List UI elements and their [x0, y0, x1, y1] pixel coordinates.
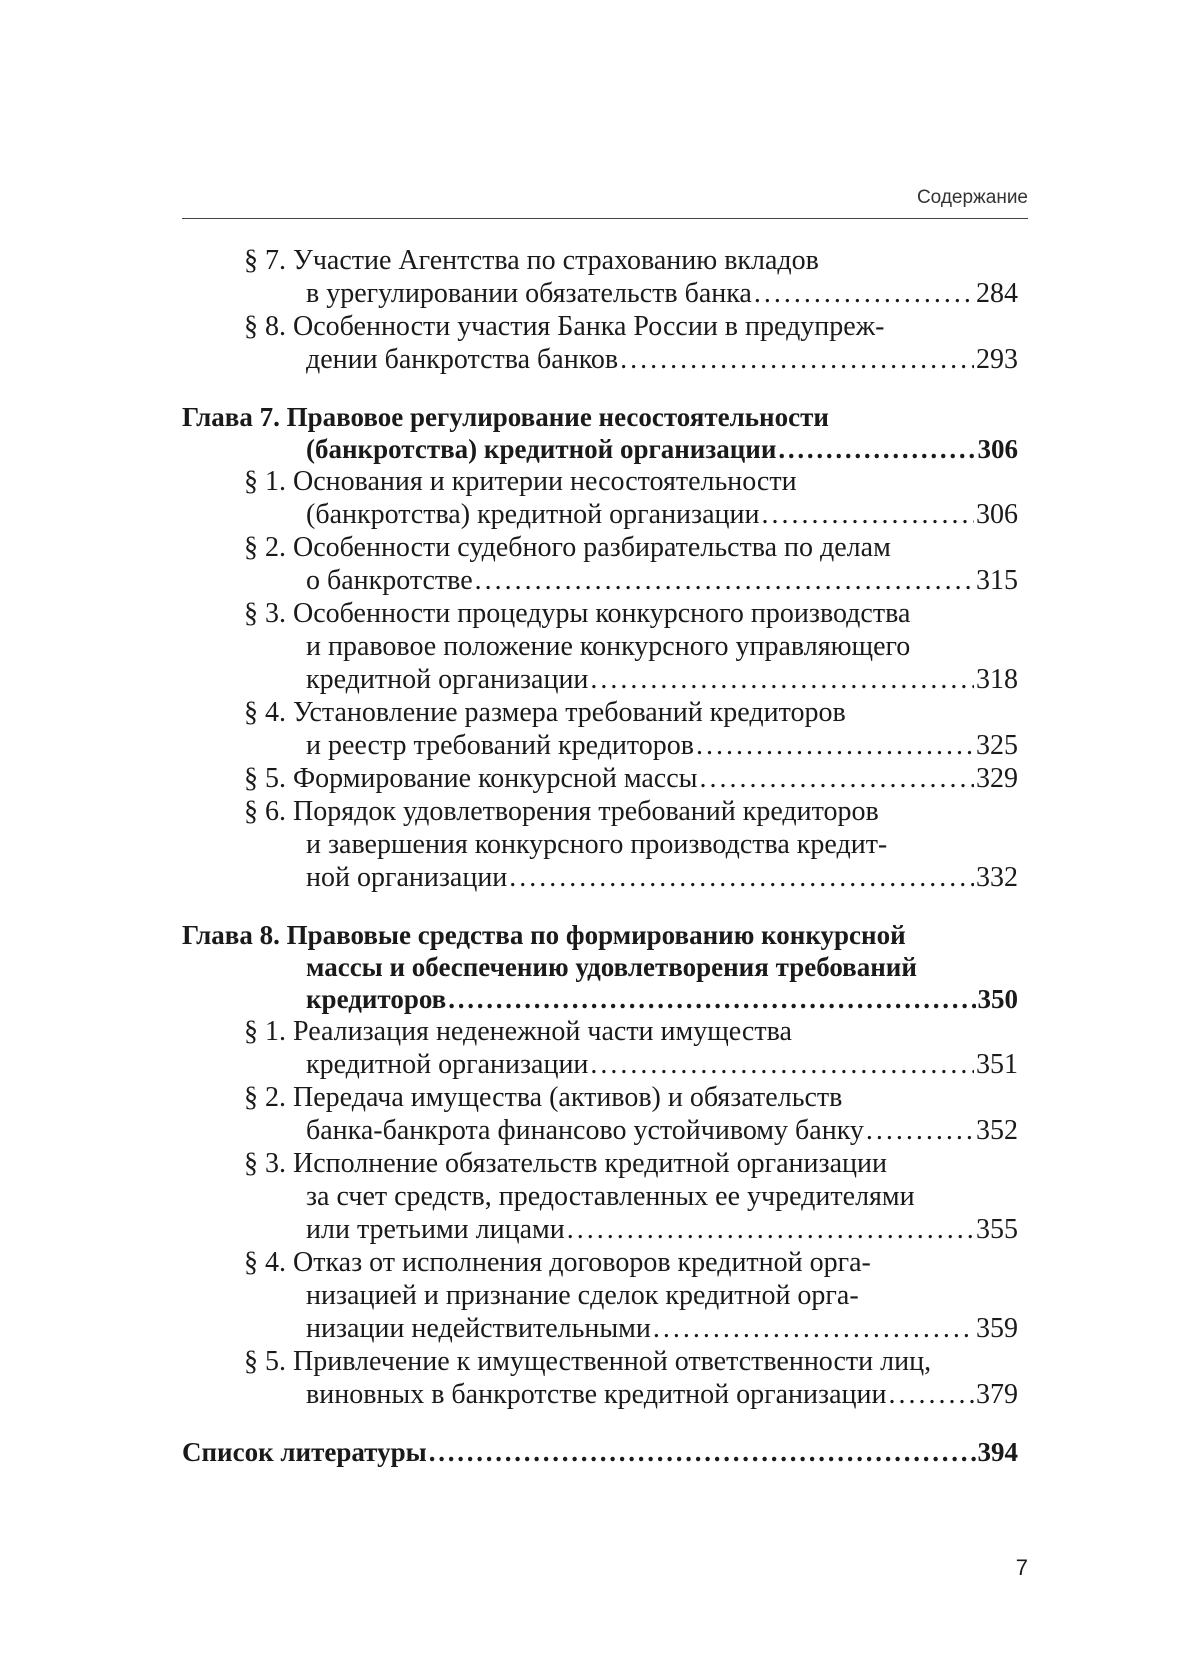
toc-entry-link[interactable]: низации недействительными . . . 359 [182, 1312, 1018, 1345]
toc-entry-link[interactable]: банка-банкрота финансово устойчивому банку . . . 352 [182, 1114, 1018, 1147]
dot-leader [448, 983, 975, 1015]
dot-leader [475, 564, 974, 597]
toc-line: § 2. Особенности судебного разбирательства по делам [244, 532, 891, 563]
page-ref: 359 [976, 1313, 1018, 1344]
page-ref: 394 [977, 1437, 1018, 1467]
toc-line: § 1. Реализация неденежной части имущества [244, 1016, 792, 1047]
toc-entry-link[interactable]: дении банкротства банков . . . 293 [182, 343, 1018, 376]
page-ref: 293 [976, 344, 1018, 375]
dot-leader [866, 1114, 974, 1147]
chapter-entry-link[interactable]: кредиторов . . . 350 [182, 983, 1018, 1015]
page-ref: 379 [976, 1379, 1018, 1410]
toc-line: § 7. Участие Агентства по страхованию вкладов [244, 245, 819, 276]
toc-line: низацией и признание сделок кредитной орга- [306, 1280, 859, 1311]
page-ref: 329 [976, 763, 1018, 794]
page-number: 7 [1015, 1555, 1028, 1580]
toc-line: § 4. Установление размера требований кредиторов [244, 697, 846, 728]
page-ref: 306 [976, 499, 1018, 530]
dot-leader [888, 1378, 974, 1411]
running-head: Содержание [916, 187, 1028, 208]
chapter-entry-link[interactable]: (банкротства) кредитной организации . . . 306 [182, 433, 1018, 465]
toc-entry-link[interactable]: ной организации . . . 332 [182, 861, 1018, 894]
dot-leader [778, 433, 975, 465]
toc-entry-link[interactable]: § 5. Формирование конкурсной массы . . . 329 [182, 762, 1018, 795]
header-rule [182, 218, 1028, 219]
toc-entry-link[interactable]: в урегулировании обязательств банка . . . 284 [182, 277, 1018, 310]
dot-leader [567, 1213, 974, 1246]
toc-line: § 2. Передача имущества (активов) и обязательств [244, 1082, 843, 1113]
table-of-contents [182, 244, 1018, 1468]
dot-leader [761, 498, 974, 531]
page-ref: 352 [976, 1115, 1018, 1146]
dot-leader [590, 1048, 974, 1081]
page-ref: 332 [976, 862, 1018, 893]
page-ref: 318 [976, 664, 1018, 695]
toc-entry-link[interactable]: кредитной организации . . . 351 [182, 1048, 1018, 1081]
toc-entry-link[interactable]: кредитной организации . . . 318 [182, 663, 1018, 696]
dot-leader [653, 1312, 974, 1345]
toc-line: § 4. Отказ от исполнения договоров кредитной орга- [244, 1247, 871, 1278]
page-ref: 315 [976, 565, 1018, 596]
dot-leader [509, 861, 974, 894]
page-ref: 355 [976, 1214, 1018, 1245]
page-ref: 350 [977, 984, 1018, 1014]
toc-entry-link[interactable]: и реестр требований кредиторов . . . 325 [182, 729, 1018, 762]
chapter-heading: массы и обеспечению удовлетворения требований [306, 952, 917, 982]
toc-line: § 8. Особенности участия Банка России в предупреж- [244, 311, 885, 342]
dot-leader [620, 343, 974, 376]
toc-entry-link[interactable]: (банкротства) кредитной организации . . . 306 [182, 498, 1018, 531]
dot-leader [696, 729, 974, 762]
toc-line: § 1. Основания и критерии несостоятельности [244, 466, 797, 497]
dot-leader [590, 663, 974, 696]
dot-leader [429, 1436, 976, 1468]
toc-entry-link[interactable]: виновных в банкротстве кредитной организации . . . 379 [182, 1378, 1018, 1411]
toc-line: § 3. Исполнение обязательств кредитной организации [244, 1148, 887, 1179]
toc-line: за счет средств, предоставленных ее учредителями [306, 1181, 915, 1212]
page-ref: 284 [976, 278, 1018, 309]
page-ref: 351 [976, 1049, 1018, 1080]
page-ref: 325 [976, 730, 1018, 761]
toc-line: и завершения конкурсного производства кредит- [306, 829, 888, 860]
dot-leader [754, 277, 974, 310]
chapter-heading: Глава 7. Правовое регулирование несостоятельности [182, 402, 829, 432]
toc-line: § 3. Особенности процедуры конкурсного производства [244, 598, 911, 629]
bibliography-entry-link[interactable]: Список литературы . . . 394 [182, 1436, 1018, 1468]
page-ref: 306 [977, 434, 1018, 464]
toc-line: и правовое положение конкурсного управляющего [306, 631, 911, 662]
chapter-heading: Глава 8. Правовые средства по формированию конкурсной [182, 920, 906, 950]
toc-line: § 5. Привлечение к имущественной ответственности лиц, [244, 1346, 932, 1377]
dot-leader [699, 762, 974, 795]
toc-entry-link[interactable]: или третьими лицами . . . 355 [182, 1213, 1018, 1246]
toc-line: § 6. Порядок удовлетворения требований кредиторов [244, 796, 879, 827]
toc-entry-link[interactable]: о банкротстве . . . 315 [182, 564, 1018, 597]
